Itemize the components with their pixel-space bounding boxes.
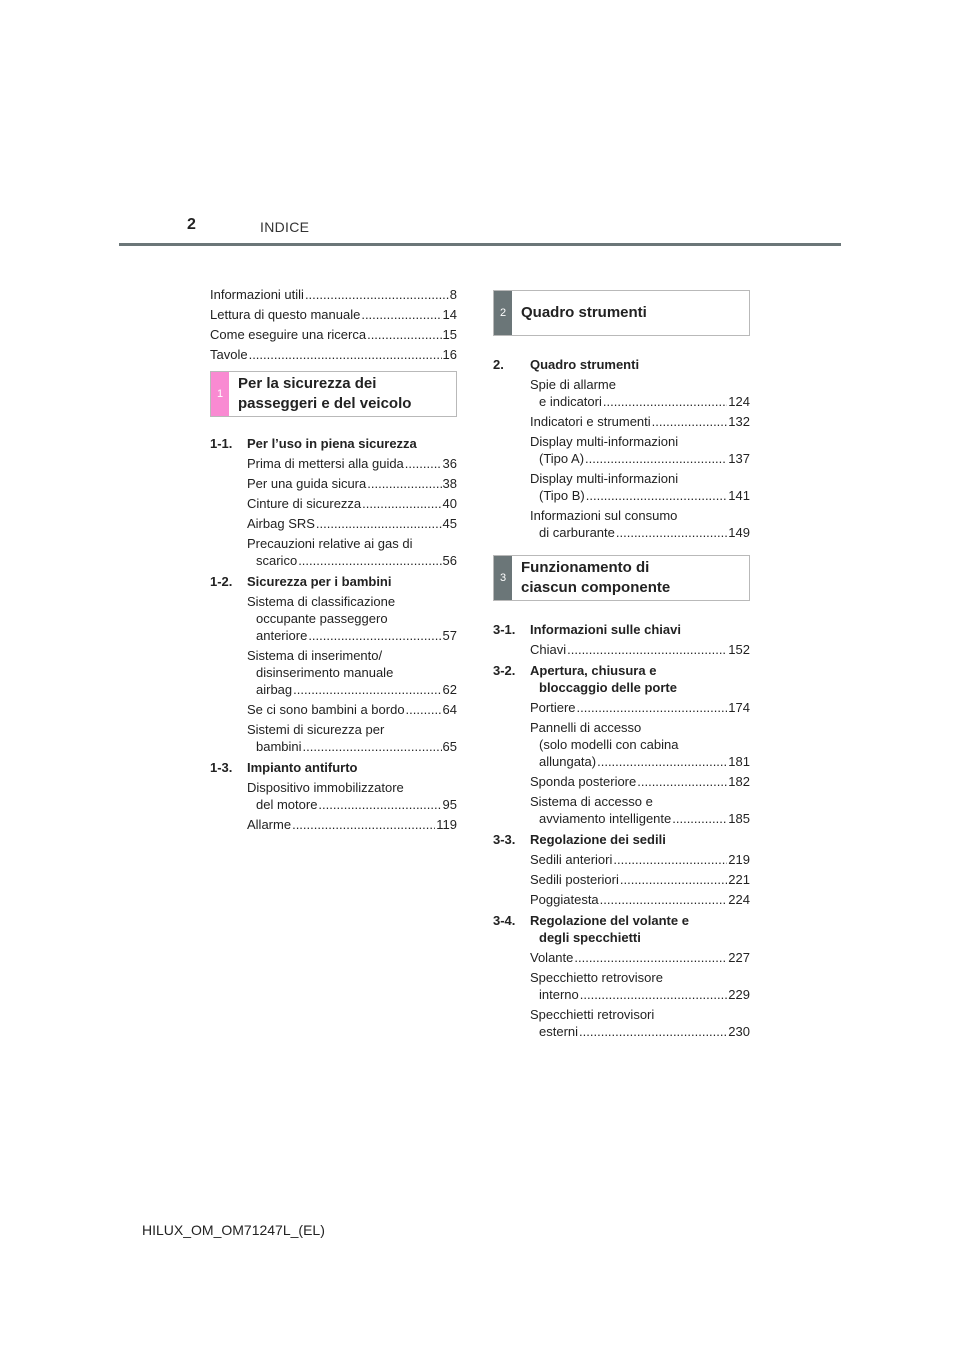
toc-entry[interactable]: Specchietto retrovisore interno ..... 229: [530, 969, 750, 1003]
page-header: [0, 0, 960, 250]
toc-entry[interactable]: Airbag SRS ..... 45: [247, 515, 457, 532]
toc-entry[interactable]: Indicatori e strumenti ..... 132: [530, 413, 750, 430]
toc-right-column: [493, 290, 750, 1043]
header-rule: [119, 243, 841, 246]
subsection-items: [210, 779, 457, 833]
section-1-title: Per la sicurezza dei passeggeri e del veicolo: [238, 375, 412, 412]
toc-left-column: [210, 286, 457, 836]
toc-entry[interactable]: Sistema di inserimento/ disinserimento manuale airbag ..... 62: [247, 647, 457, 698]
toc-entry[interactable]: Display multi-informazioni (Tipo B) ..... 141: [530, 470, 750, 504]
section-1-box[interactable]: [210, 371, 457, 417]
subsection-heading[interactable]: 1-3. Impianto antifurto: [210, 760, 358, 775]
subsection-items: [210, 593, 457, 755]
toc-entry[interactable]: Spie di allarme e indicatori ..... 124: [530, 376, 750, 410]
subsection-items: [493, 641, 750, 658]
page-number: 2: [187, 216, 196, 233]
toc-entry[interactable]: Sistemi di sicurezza per bambini ..... 65: [247, 721, 457, 755]
toc-entry[interactable]: Dispositivo immobilizzatore del motore ..... 95: [247, 779, 457, 813]
toc-entry[interactable]: Informazioni utili ..... 8: [210, 286, 457, 303]
section-2-box[interactable]: [493, 290, 750, 336]
intro-list: [210, 286, 457, 363]
subsection-heading[interactable]: 1-2. Sicurezza per i bambini: [210, 574, 392, 589]
toc-entry[interactable]: Precauzioni relative ai gas di scarico ..... 56: [247, 535, 457, 569]
toc-entry[interactable]: Specchietti retrovisori esterni ..... 230: [530, 1006, 750, 1040]
toc-entry[interactable]: Chiavi ..... 152: [530, 641, 750, 658]
toc-entry[interactable]: Come eseguire una ricerca ..... 15: [210, 326, 457, 343]
toc-entry[interactable]: Tavole ..... 16: [210, 346, 457, 363]
subsection-heading[interactable]: 1-1. Per l’uso in piena sicurezza: [210, 436, 417, 451]
section-2-title: Quadro strumenti: [521, 304, 647, 321]
subsection-items: [210, 455, 457, 569]
toc-entry[interactable]: Prima di mettersi alla guida ..... 36: [247, 455, 457, 472]
subsection-items: [493, 851, 750, 908]
toc-entry[interactable]: Sistema di accesso e avviamento intelligente ..... 185: [530, 793, 750, 827]
running-title: INDICE: [260, 219, 310, 235]
toc-entry[interactable]: Sistema di classificazione occupante passeggero anteriore ..... 57: [247, 593, 457, 644]
toc-entry[interactable]: Allarme ..... 119: [247, 816, 457, 833]
toc-entry[interactable]: Sedili posteriori ..... 221: [530, 871, 750, 888]
subsection-items: [493, 949, 750, 1040]
section-3-tab: 3: [494, 556, 512, 600]
subsection-heading[interactable]: 3-3. Regolazione dei sedili: [493, 832, 666, 847]
toc-entry[interactable]: Portiere ..... 174: [530, 699, 750, 716]
document-code-footer: HILUX_OM_OM71247L_(EL): [142, 1222, 325, 1238]
toc-entry[interactable]: Poggiatesta ..... 224: [530, 891, 750, 908]
toc-entry[interactable]: Se ci sono bambini a bordo ..... 64: [247, 701, 457, 718]
toc-entry[interactable]: Volante ..... 227: [530, 949, 750, 966]
toc-entry[interactable]: Cinture di sicurezza ..... 40: [247, 495, 457, 512]
subsection-heading[interactable]: 2. Quadro strumenti: [493, 357, 640, 372]
toc-entry[interactable]: Display multi-informazioni (Tipo A) ..... 137: [530, 433, 750, 467]
toc-entry[interactable]: Pannelli di accesso (solo modelli con cabina allungata) ..... 181: [530, 719, 750, 770]
subsection-heading[interactable]: 3-4. Regolazione del volante e degli specchietti: [493, 913, 689, 945]
subsection-items: [493, 699, 750, 827]
toc-entry[interactable]: Lettura di questo manuale ..... 14: [210, 306, 457, 323]
toc-entry[interactable]: Sponda posteriore ..... 182: [530, 773, 750, 790]
section-1-tab: 1: [211, 372, 229, 416]
subsection-items: [493, 376, 750, 541]
toc-entry[interactable]: Per una guida sicura ..... 38: [247, 475, 457, 492]
section-3-title: Funzionamento di ciascun componente: [521, 559, 671, 596]
section-3-box[interactable]: [493, 555, 750, 601]
subsection-heading[interactable]: 3-2. Apertura, chiusura e bloccaggio delle porte: [493, 663, 677, 695]
toc-entry[interactable]: Informazioni sul consumo di carburante ..... 149: [530, 507, 750, 541]
toc-entry[interactable]: Sedili anteriori ..... 219: [530, 851, 750, 868]
section-2-tab: 2: [494, 291, 512, 335]
subsection-heading[interactable]: 3-1. Informazioni sulle chiavi: [493, 622, 681, 637]
